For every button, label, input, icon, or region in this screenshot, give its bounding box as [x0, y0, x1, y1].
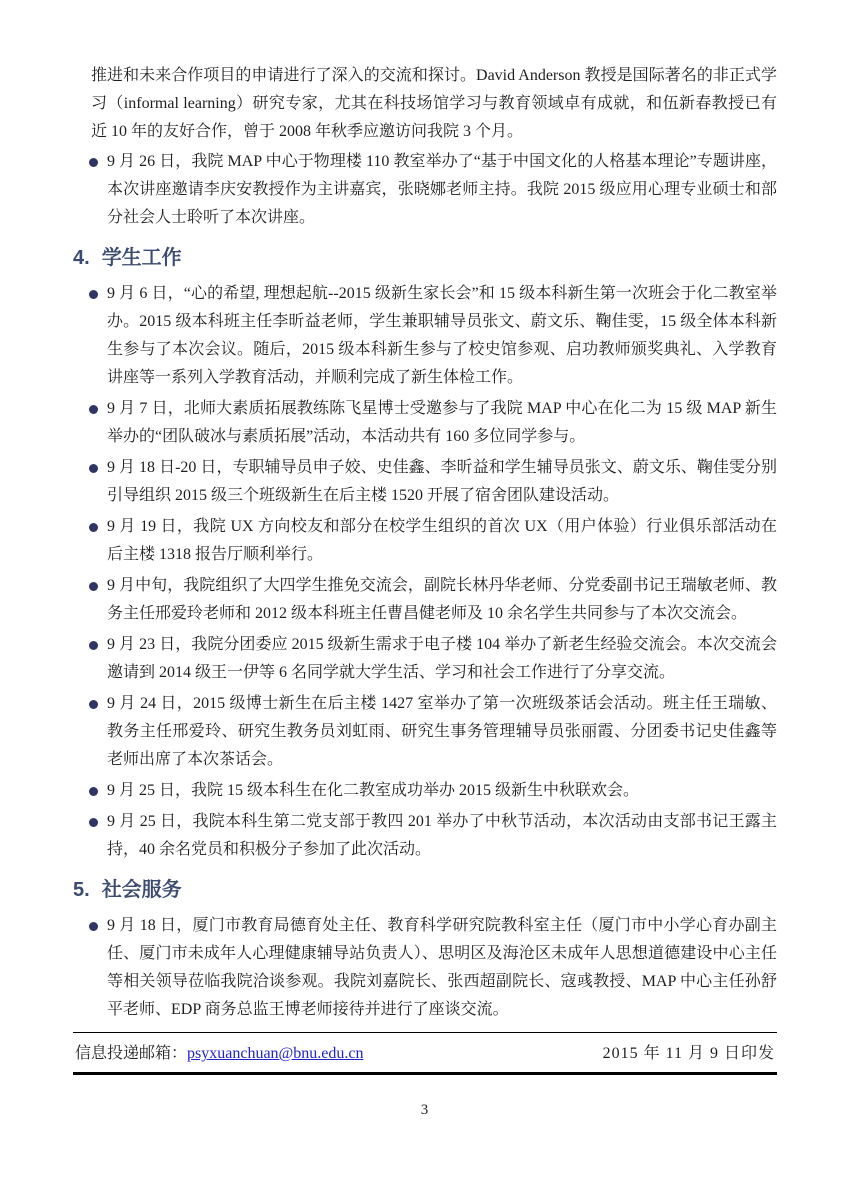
bullet-item: 9 月 25 日，我院 15 级本科生在化二教室成功举办 2015 级新生中秋联欢会。 — [89, 777, 777, 805]
bullet-item: 9 月 18 日，厦门市教育局德育处主任、教育科学研究院教科室主任（厦门市中小学心育办副主任、厦门市未成年人心理健康辅导站负责人）、思明区及海沧区未成年人思想道德建设中心主任等相关领导莅临我院洽谈参观。我院刘嘉院长、张西超副院长、寇彧教授、MAP 中心主任孙舒平老师、EDP 商务总监王博老师接待并进行了座谈交流。 — [89, 912, 777, 1024]
email-label: 信息投递邮箱： — [75, 1045, 188, 1062]
social-service-bullet-list — [73, 912, 777, 1024]
section-number: 4. — [73, 247, 90, 269]
bullet-item: 9 月 7 日，北师大素质拓展教练陈飞星博士受邀参与了我院 MAP 中心在化二为 15 级 MAP 新生举办的“团队破冰与素质拓展”活动，本活动共有 160 多位同学参与。 — [89, 395, 777, 451]
footer-email — [75, 1040, 363, 1063]
bullet-item: 9 月 26 日，我院 MAP 中心于物理楼 110 教室举办了“基于中国文化的人格基本理论”专题讲座，本次讲座邀请李庆安教授作为主讲嘉宾，张晓娜老师主持。我院 2015 级应用心理专业硕士和部分社会人士聆听了本次讲座。 — [89, 148, 777, 232]
bullet-item: 9 月中旬，我院组织了大四学生推免交流会，副院长林丹华老师、分党委副书记王瑞敏老师、教务主任邢爱玲老师和 2012 级本科班主任曹昌健老师及 10 余名学生共同参与了本次交流会。 — [89, 572, 777, 628]
continuation-paragraph: 推进和未来合作项目的申请进行了深入的交流和探讨。David Anderson 教授是国际著名的非正式学习（informal learning）研究专家，尤其在科技场馆学习与教育领域卓有成就，和伍新春教授已有近 10 年的友好合作，曾于 2008 年秋季应邀访问我院 3 个月。 — [91, 67, 777, 140]
page-body — [73, 62, 777, 1025]
student-work-bullet-list — [73, 280, 777, 864]
footer-row — [73, 1033, 777, 1072]
print-date: 2015 年 11 月 9 日印发 — [602, 1045, 775, 1062]
section-heading-social-service — [73, 877, 777, 903]
section-title: 学生工作 — [101, 247, 182, 269]
section-number: 5. — [73, 879, 90, 901]
footer-bottom-rule — [73, 1072, 777, 1075]
page-footer — [73, 1032, 777, 1075]
email-link[interactable]: psyxuanchuan@bnu.edu.cn — [187, 1045, 364, 1062]
bullet-item: 9 月 19 日，我院 UX 方向校友和部分在校学生组织的首次 UX（用户体验）行业俱乐部活动在后主楼 1318 报告厅顺利举行。 — [89, 513, 777, 569]
intro-bullet-list — [73, 148, 777, 232]
page-number: 3 — [420, 1102, 429, 1118]
bullet-item: 9 月 18 日-20 日，专职辅导员申子姣、史佳鑫、李昕益和学生辅导员张文、蔚文乐、鞠佳雯分别引导组织 2015 级三个班级新生在后主楼 1520 开展了宿舍团队建设活动。 — [89, 454, 777, 510]
bullet-item: 9 月 6 日，“心的希望, 理想起航--2015 级新生家长会”和 15 级本科新生第一次班会于化二教室举办。2015 级本科班主任李昕益老师，学生兼职辅导员张文、蔚文乐、鞠佳雯，15 级全体本科新生参与了本次会议。随后，2015 级本科新生参与了校史馆参观、启功教师颁奖典礼、入学教育讲座等一系列入学教育活动，并顺利完成了新生体检工作。 — [89, 280, 777, 392]
section-title: 社会服务 — [101, 879, 182, 901]
bullet-item: 9 月 23 日，我院分团委应 2015 级新生需求于电子楼 104 举办了新老生经验交流会。本次交流会邀请到 2014 级王一伊等 6 名同学就大学生活、学习和社会工作进行了分享交流。 — [89, 631, 777, 687]
bullet-item: 9 月 25 日，我院本科生第二党支部于教四 201 举办了中秋节活动，本次活动由支部书记王露主持，40 余名党员和积极分子参加了此次活动。 — [89, 808, 777, 864]
bullet-item: 9 月 24 日，2015 级博士新生在后主楼 1427 室举办了第一次班级茶话会活动。班主任王瑞敏、教务主任邢爱玲、研究生教务员刘虹雨、研究生事务管理辅导员张丽霞、分团委书记史佳鑫等老师出席了本次茶话会。 — [89, 690, 777, 774]
section-heading-student-work — [73, 245, 777, 271]
